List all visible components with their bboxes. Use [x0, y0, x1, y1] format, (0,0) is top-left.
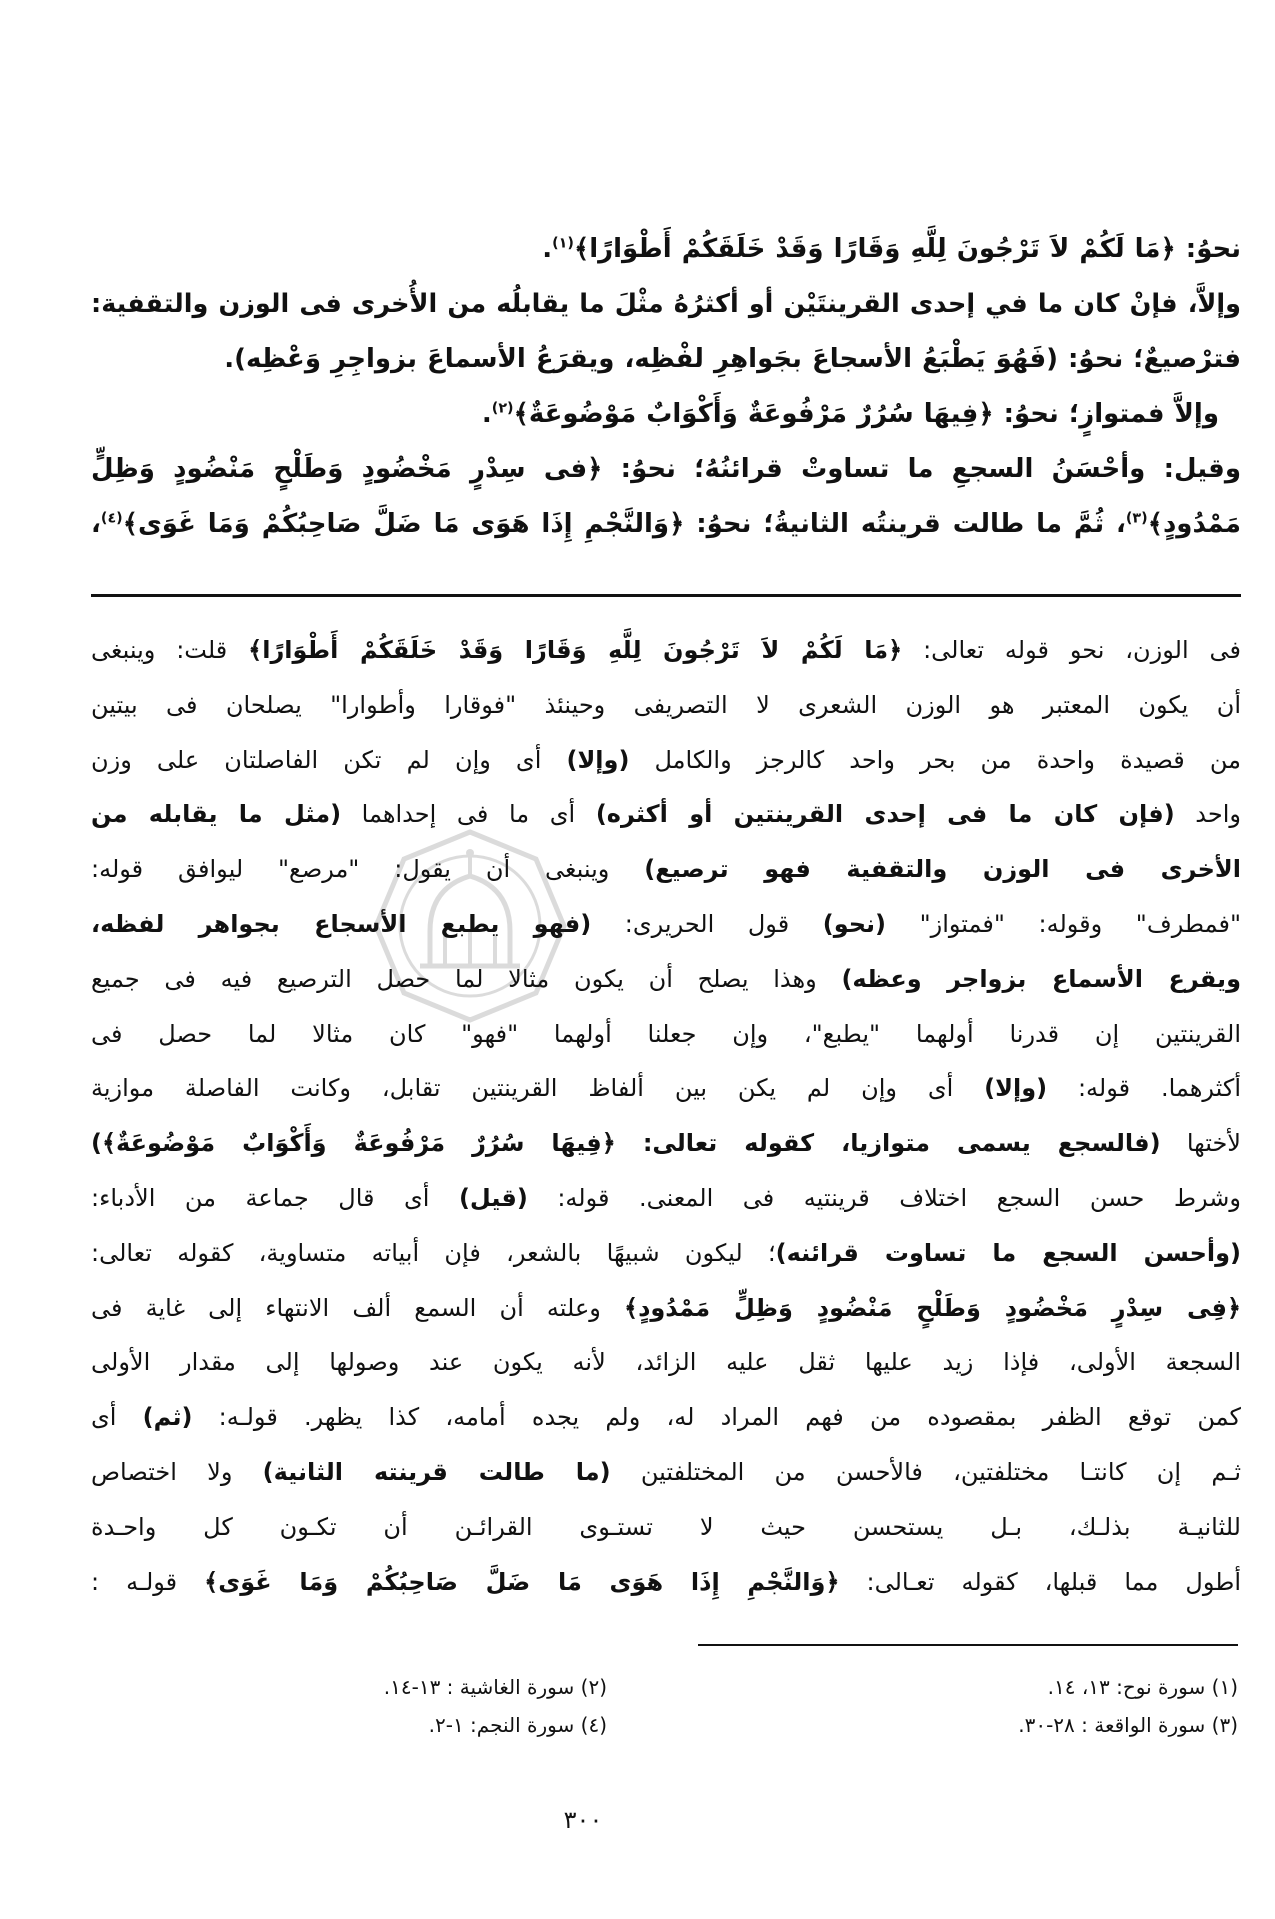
commentary-line [91, 1171, 1241, 1226]
footnote: (١) سورة نوح: ١٣، ١٤. [1047, 1675, 1238, 1699]
main-text-line [91, 497, 1241, 552]
text-segment: ثـم إن كانتـا مختلفتين، فالأحسن من المختلفتين [610, 1457, 1242, 1486]
text-segment: ، ثُمَّ ما طالت قرينتُه الثانيةُ؛ نحوُ: ﴿وَالنَّجْمِ إِذَا هَوَى مَا ضَلَّ صَاحِبُكُمْ وَمَا غَوَى﴾ [122, 509, 1126, 539]
main-text-line [91, 222, 1241, 277]
text-segment: من قصيدة واحدة من بحر واحد كالرجز والكامل [629, 745, 1241, 774]
text-segment: أى [91, 1403, 143, 1432]
footnote: (٢) سورة الغاشية : ١٣-١٤. [383, 1675, 607, 1699]
commentary-line [91, 952, 1241, 1007]
commentary-line [91, 1335, 1241, 1390]
bold-text-segment: (وإلا) [984, 1074, 1048, 1103]
footnote-marker: (١) [552, 235, 574, 252]
commentary-line [91, 1116, 1241, 1171]
text-segment: أى وإن لم يكن بين ألفاظ القرينتين تقابل، وكانت الفاصلة موازية [91, 1074, 985, 1103]
text-segment: أكثرهما. قوله: [1047, 1074, 1242, 1103]
text-segment: "فمطرف" وقوله: "فمتواز" [886, 909, 1242, 938]
bold-text-segment: (فهو يطبع الأسجاع بجواهر لفظه، [91, 909, 592, 938]
bold-text-segment: (مثل ما يقابله من [91, 800, 342, 829]
commentary-line [91, 1281, 1241, 1336]
main-text-line [91, 332, 1241, 387]
main-text-line [91, 387, 1241, 442]
commentary-line [91, 897, 1241, 952]
text-segment: أطول مما قبلها، كقوله تعـالى: [839, 1567, 1241, 1596]
bold-text-segment: (قيل) [458, 1183, 528, 1212]
text-segment: وشرط حسن السجع اختلاف قرينتيه فى المعنى. قوله: [527, 1183, 1241, 1212]
commentary-line [91, 1390, 1241, 1445]
commentary-line [91, 1226, 1241, 1281]
text-segment: فترْصيعٌ؛ نحوُ: (فَهُوَ يَطْبَعُ الأسجاعَ بجَواهِرِ لفْظِه، ويقرَعُ الأسماعَ بزواجِرِ وَعْظِه). [224, 344, 1241, 374]
footnote: (٣) سورة الواقعة : ٢٨-٣٠. [1018, 1713, 1238, 1737]
text-segment: . [542, 234, 553, 264]
text-segment: مَمْدُودٍ﴾ [1147, 509, 1241, 539]
text-segment: . [481, 399, 492, 429]
commentary-line [91, 1445, 1241, 1500]
main-text-line [91, 277, 1241, 332]
commentary-line [91, 733, 1241, 788]
text-segment: وهذا يصلح أن يكون مثالا لما حصل الترصيع فيه فى جميع [91, 964, 842, 993]
main-text-line [91, 442, 1241, 497]
text-segment: وإلاَّ فمتوازٍ؛ نحوُ: ﴿فِيهَا سُرُرٌ مَرْفُوعَةٌ وَأَكْوَابٌ مَوْضُوعَةٌ﴾ [513, 399, 1219, 429]
text-segment: وينبغى أن يقول: "مرصع" ليوافق قوله: [91, 855, 645, 884]
footnote-marker: (٤) [100, 510, 123, 527]
commentary-line [91, 1007, 1241, 1062]
text-segment: السجعة الأولى، فإذا زيد عليها ثقل عليه الزائد، لأنه يكون عند وصولها إلى مقدار الأولى [91, 1348, 1241, 1377]
bold-text-segment: (فإن كان ما فى إحدى القرينتين أو أكثره) [595, 800, 1175, 829]
text-segment: وقيل: وأحْسَنُ السجعِ ما تساوتْ قرائنُهُ؛ نحوُ: ﴿فى سِدْرٍ مَخْضُودٍ وَطَلْحٍ مَنْضُودٍ وَظِلٍّ [91, 454, 1241, 484]
commentary-line [91, 1500, 1241, 1555]
text-segment: ؛ ليكون شبيهًا بالشعر، فإن أبياته متساوية، كقوله تعالى: [91, 1238, 776, 1267]
commentary-line [91, 842, 1241, 897]
commentary-line [91, 1555, 1241, 1610]
footnote: (٤) سورة النجم: ١-٢. [428, 1713, 607, 1737]
footnote-separator-rule [698, 1644, 1238, 1646]
page-number: ٣٠٠ [563, 1806, 603, 1834]
text-segment: أى قال جماعة من الأدباء: [91, 1183, 459, 1212]
text-segment: أن يكون المعتبر هو الوزن الشعرى لا التصريفى وحينئذ "فوقارا وأطوارا" يصلحان فى بيتين [91, 690, 1241, 719]
commentary-line [91, 678, 1241, 733]
commentary-block [91, 623, 1241, 1609]
text-segment: فى الوزن، نحو قوله تعالى: [902, 636, 1241, 664]
footnote-marker: (٣) [1125, 510, 1148, 527]
bold-text-segment: (فالسجع يسمى متوازيا، كقوله تعالى: ﴿فِيهَا سُرُرٌ مَرْفُوعَةٌ وَأَكْوَابٌ مَوْضُوعَةٌ﴾) [91, 1129, 1161, 1158]
text-segment: قولـه : [91, 1567, 205, 1596]
text-segment: وإلاَّ، فإنْ كان ما في إحدى القرينتَيْن أو أكثرُهُ مثْلَ ما يقابلُه من الأُخرى فى الوزن والتقفية: [91, 289, 1241, 319]
text-segment: للثانيـة بذلـك، بـل يستحسن حيث لا تستـوى القرائـن أن تكـون كل واحـدة [91, 1512, 1241, 1541]
bold-text-segment: (ما طالت قرينته الثانية) [262, 1457, 611, 1486]
text-segment: قلت: وينبغى [91, 636, 249, 664]
text-segment: ، [91, 509, 101, 539]
text-segment: نحوُ: ﴿مَا لَكُمْ لاَ تَرْجُونَ لِلَّهِ وَقَارًا وَقَدْ خَلَقَكُمْ أَطْوَارًا﴾ [573, 234, 1241, 264]
footnotes-left-column [384, 1668, 607, 1744]
bold-text-segment: (ثم) [142, 1403, 193, 1432]
bold-text-segment: الأخرى فى الوزن والتقفية فهو ترصيع) [644, 855, 1242, 884]
commentary-line [91, 787, 1241, 842]
commentary-line [91, 1061, 1241, 1116]
bold-text-segment: (وأحسن السجع ما تساوت قرائنه) [775, 1238, 1242, 1267]
text-segment: كمن توقع الظفر بمقصوده من فهم المراد له، ولم يجده أمامه، كذا يظهر. قولـه: [192, 1403, 1241, 1432]
main-separator-rule [91, 594, 1241, 597]
bold-text-segment: ﴿مَا لَكُمْ لاَ تَرْجُونَ لِلَّهِ وَقَارًا وَقَدْ خَلَقَكُمْ أَطْوَارًا﴾ [248, 636, 903, 664]
text-segment: قول الحريرى: [591, 909, 823, 938]
text-segment: واحد [1174, 800, 1241, 829]
bold-text-segment: (نحو) [822, 909, 887, 938]
text-segment: القرينتين إن قدرنا أولهما "يطبع"، وإن جعلنا أولهما "فهو" كان مثالا لما حصل فى [91, 1019, 1241, 1048]
text-segment: أى ما فى إحداهما [341, 800, 596, 829]
footnote-marker: (٢) [491, 400, 514, 417]
text-segment: أى وإن لم تكن الفاصلتان على وزن [91, 745, 567, 774]
bold-text-segment: ويقرع الأسماع بزواجر وعظه) [841, 964, 1241, 993]
bold-text-segment: ﴿وَالنَّجْمِ إِذَا هَوَى مَا ضَلَّ صَاحِبُكُمْ وَمَا غَوَى﴾ [204, 1567, 840, 1596]
text-segment: ولا اختصاص [91, 1457, 263, 1486]
commentary-line [91, 623, 1241, 678]
main-text-block [91, 222, 1241, 552]
bold-text-segment: (وإلا) [566, 745, 630, 774]
text-segment: لأختها [1160, 1129, 1241, 1158]
text-segment: وعلته أن السمع ألف الانتهاء إلى غاية فى [91, 1293, 624, 1322]
bold-text-segment: ﴿فِى سِدْرٍ مَخْضُودٍ وَطَلْحٍ مَنْضُودٍ وَظِلٍّ مَمْدُودٍ﴾ [624, 1293, 1242, 1322]
footnotes-right-column [1018, 1668, 1238, 1744]
